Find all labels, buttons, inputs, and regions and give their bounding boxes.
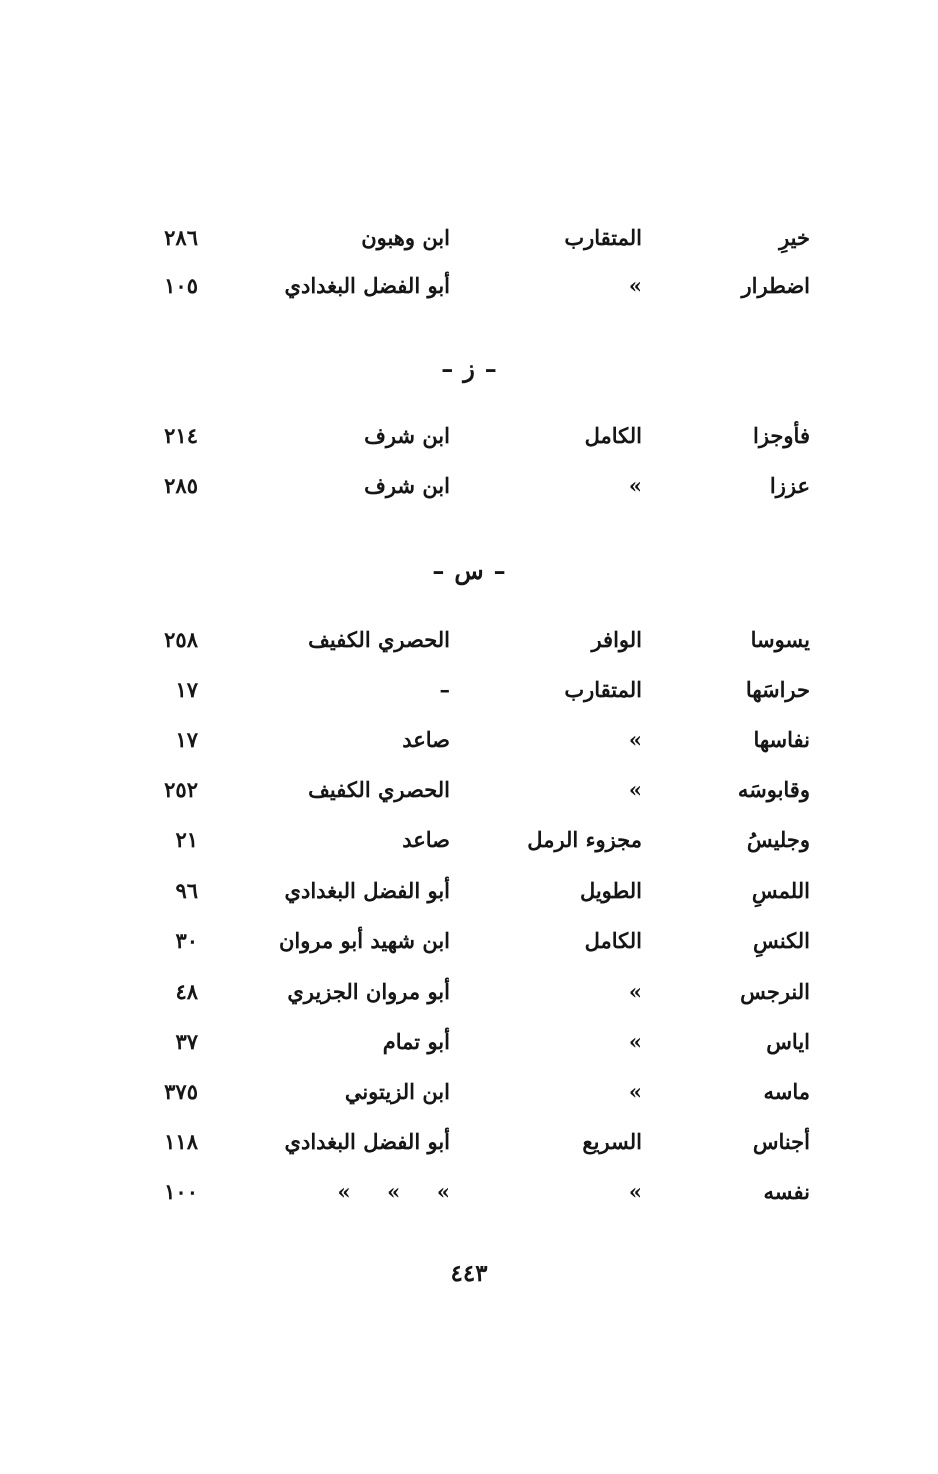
poet: الحصري الكفيف [308, 627, 450, 652]
poet: أبو الفضل البغدادي [284, 273, 450, 298]
poet: أبو الفضل البغدادي [284, 878, 450, 903]
poet: أبو الفضل البغدادي [284, 1129, 450, 1154]
meter: » [628, 727, 642, 752]
page-ref: ٣٧٥ [164, 1079, 198, 1104]
rhyme-word: يسوسا [750, 627, 810, 652]
page-ref: ١٠٠ [164, 1179, 198, 1204]
rhyme-word: نفاسها [753, 727, 810, 752]
page-ref: ١١٨ [164, 1129, 198, 1154]
index-row [0, 414, 938, 458]
index-row [0, 919, 938, 963]
page-ref: ١٧ [175, 727, 198, 752]
rhyme-word: الكنسِ [753, 928, 810, 953]
meter: » [628, 1079, 642, 1104]
poet: أبو مروان الجزيري [287, 979, 450, 1004]
meter: » [628, 1029, 642, 1054]
rhyme-word: أجناس [752, 1129, 810, 1154]
index-row [0, 618, 938, 662]
poet: صاعد [402, 827, 450, 852]
poet: – [439, 677, 450, 702]
index-row [0, 668, 938, 712]
index-row [0, 1120, 938, 1164]
rhyme-word: النرجس [740, 979, 810, 1004]
meter: الوافر [591, 627, 642, 652]
meter: » [628, 777, 642, 802]
rhyme-word: عززا [769, 473, 810, 498]
section-letter: ز [463, 354, 475, 383]
poet: ابن شرف [364, 423, 450, 448]
section-letter: س [454, 556, 484, 585]
poet: ابن الزيتوني [344, 1079, 450, 1104]
poet: أبو تمام [382, 1029, 450, 1054]
section-heading-s [0, 546, 938, 596]
page-ref: ٤٨ [175, 979, 198, 1004]
heading-dash: – [441, 354, 454, 383]
poet: » » » [337, 1179, 450, 1204]
poet: صاعد [402, 727, 450, 752]
section-heading-z [0, 344, 938, 394]
meter: الكامل [584, 928, 642, 953]
index-row [0, 768, 938, 812]
rhyme-word: حراسَها [745, 677, 810, 702]
rhyme-word: وجليسُ [746, 827, 810, 852]
meter: السريع [582, 1129, 642, 1154]
rhyme-word: اضطرار [741, 273, 810, 298]
page-ref: ٢٥٨ [164, 627, 198, 652]
rhyme-word: خيرِ [779, 225, 810, 250]
rhyme-word: وقابوسَه [737, 777, 810, 802]
heading-dash: – [432, 556, 445, 585]
page-ref: ٢٨٥ [164, 473, 198, 498]
meter: » [628, 473, 642, 498]
index-row [0, 464, 938, 508]
meter: المتقارب [564, 225, 642, 250]
page-ref: ١٧ [175, 677, 198, 702]
index-row [0, 970, 938, 1014]
index-row [0, 1020, 938, 1064]
page-ref: ١٠٥ [164, 273, 198, 298]
poet: الحصري الكفيف [308, 777, 450, 802]
index-row [0, 264, 938, 308]
page-ref: ٢٥٢ [164, 777, 198, 802]
meter: » [628, 1179, 642, 1204]
page-ref: ٣٧ [175, 1029, 198, 1054]
poet: ابن شرف [364, 473, 450, 498]
meter: » [628, 979, 642, 1004]
index-row [0, 1070, 938, 1114]
index-row [0, 718, 938, 762]
meter: الطويل [579, 878, 642, 903]
page-number: ٤٤٣ [450, 1260, 488, 1287]
page-ref: ٢١ [175, 827, 198, 852]
page-ref: ٣٠ [175, 928, 198, 953]
page-ref: ٢٨٦ [164, 225, 198, 250]
page-ref: ٢١٤ [164, 423, 198, 448]
meter: مجزوء الرمل [527, 827, 642, 852]
rhyme-word: اللمسِ [751, 878, 810, 903]
page-ref: ٩٦ [175, 878, 198, 903]
poet: ابن شهيد أبو مروان [279, 928, 450, 953]
rhyme-word: اياس [766, 1029, 810, 1054]
meter: المتقارب [564, 677, 642, 702]
rhyme-word: نفسه [763, 1179, 810, 1204]
index-row [0, 869, 938, 913]
index-row [0, 818, 938, 862]
meter: » [628, 273, 642, 298]
rhyme-word: ماسه [763, 1079, 810, 1104]
rhyme-word: فأوجزا [753, 423, 810, 448]
meter: الكامل [584, 423, 642, 448]
heading-dash: – [484, 354, 497, 383]
heading-dash: – [493, 556, 506, 585]
index-row [0, 216, 938, 260]
index-row [0, 1170, 938, 1214]
poet: ابن وهبون [361, 225, 450, 250]
